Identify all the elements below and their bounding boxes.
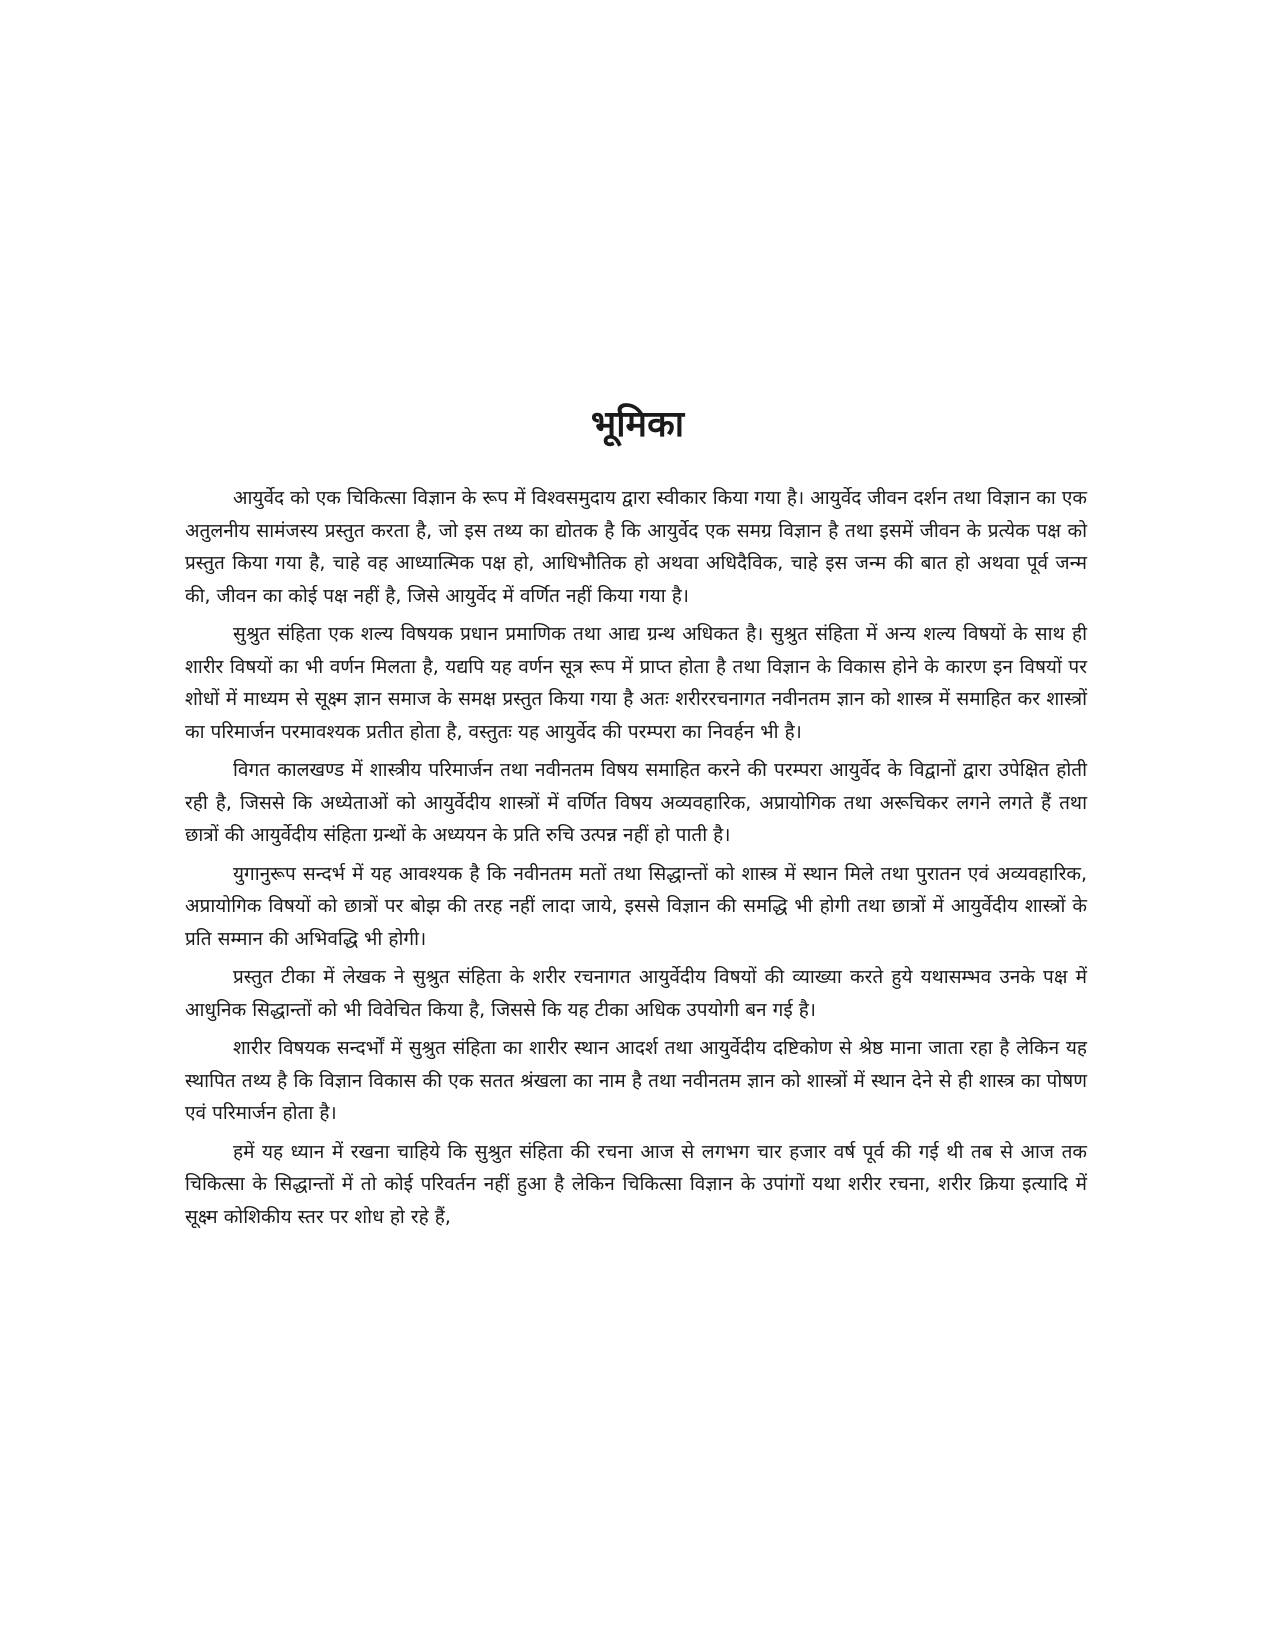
paragraph: युगानुरूप सन्दर्भ में यह आवश्यक है कि नवीनतम मतों तथा सिद्धान्तों को शास्त्र में स्थान मिले तथा पुरातन एवं अव्यवहारिक, अप्रायोगिक विषयों को छात्रों पर बोझ की तरह नहीं लादा जाये, इससे विज्ञान की समद्धि भी होगी तथा छात्रों में आयुर्वेदीय शास्त्रों के प्रति सम्मान की अभिवद्धि भी होगी। [185, 862, 1087, 950]
paragraph: शारीर विषयक सन्दर्भों में सुश्रुत संहिता का शारीर स्थान आदर्श तथा आयुर्वेदीय दष्टिकोण से श्रेष्ठ माना जाता रहा है लेकिन यह स्थापित तथ्य है कि विज्ञान विकास की एक सतत श्रंखला का नाम है तथा नवीनतम ज्ञान को शास्त्रों में स्थान देने से ही शास्त्र का पोषण एवं परिमार्जन होता है। [185, 1037, 1087, 1124]
paragraph: विगत कालखण्ड में शास्त्रीय परिमार्जन तथा नवीनतम विषय समाहित करने की परम्परा आयुर्वेद के विद्वानों द्वारा उपेक्षित होती रही है, जिससे कि अध्येताओं को आयुर्वेदीय शास्त्रों में वर्णित विषय अव्यवहारिक, अप्रायोगिक तथा अरूचिकर लगने लगते हैं तथा छात्रों की आयुर्वेदीय संहिता ग्रन्थों के अध्ययन के प्रति रुचि उत्पन्न नहीं हो पाती है। [185, 759, 1087, 846]
paragraph: आयुर्वेद को एक चिकित्सा विज्ञान के रूप में विश्वसमुदाय द्वारा स्वीकार किया गया है। आयुर्वेद जीवन दर्शन तथा विज्ञान का एक अतुलनीय सामंजस्य प्रस्तुत करता है, जो इस तथ्य का द्योतक है कि आयुर्वेद एक समग्र विज्ञान है तथा इसमें जीवन के प्रत्येक पक्ष को प्रस्तुत किया गया है, चाहे वह आध्यात्मिक पक्ष हो, आधिभौतिक हो अथवा अधिदैविक, चाहे इस जन्म की बात हो अथवा पूर्व जन्म की, जीवन का कोई पक्ष नहीं है, जिसे आयुर्वेद में वर्णित नहीं किया गया है। [185, 487, 1087, 607]
paragraph: हमें यह ध्यान में रखना चाहिये कि सुश्रुत संहिता की रचना आज से लगभग चार हजार वर्ष पूर्व की गई थी तब से आज तक चिकित्सा के सिद्धान्तों में तो कोई परिवर्तन नहीं हुआ है लेकिन चिकित्सा विज्ञान के उपांगों यथा शरीर रचना, शरीर क्रिया इत्यादि में सूक्ष्म कोशिकीय स्तर पर शोध हो रहे हैं, [185, 1140, 1087, 1228]
page-title: भूमिका [590, 404, 685, 445]
paragraph: सुश्रुत संहिता एक शल्य विषयक प्रधान प्रमाणिक तथा आद्य ग्रन्थ अधिकत है। सुश्रुत संहिता में अन्य शल्य विषयों के साथ ही शारीर विषयों का भी वर्णन मिलता है, यद्यपि यह वर्णन सूत्र रूप में प्राप्त होता है तथा विज्ञान के विकास होने के कारण इन विषयों पर शोधों में माध्यम से सूक्ष्म ज्ञान समाज के समक्ष प्रस्तुत किया गया है अतः शरीररचनागत नवीनतम ज्ञान को शास्त्र में समाहित कर शास्त्रों का परिमार्जन परमावश्यक प्रतीत होता है, वस्तुतः यह आयुर्वेद की परम्परा का निवर्हन भी है। [185, 623, 1087, 743]
body-text [185, 482, 1087, 1239]
paragraph: प्रस्तुत टीका में लेखक ने सुश्रुत संहिता के शरीर रचनागत आयुर्वेदीय विषयों की व्याख्या करते हुये यथासम्भव उनके पक्ष में आधुनिक सिद्धान्तों को भी विवेचित किया है, जिससे कि यह टीका अधिक उपयोगी बन गई है। [185, 966, 1087, 1021]
